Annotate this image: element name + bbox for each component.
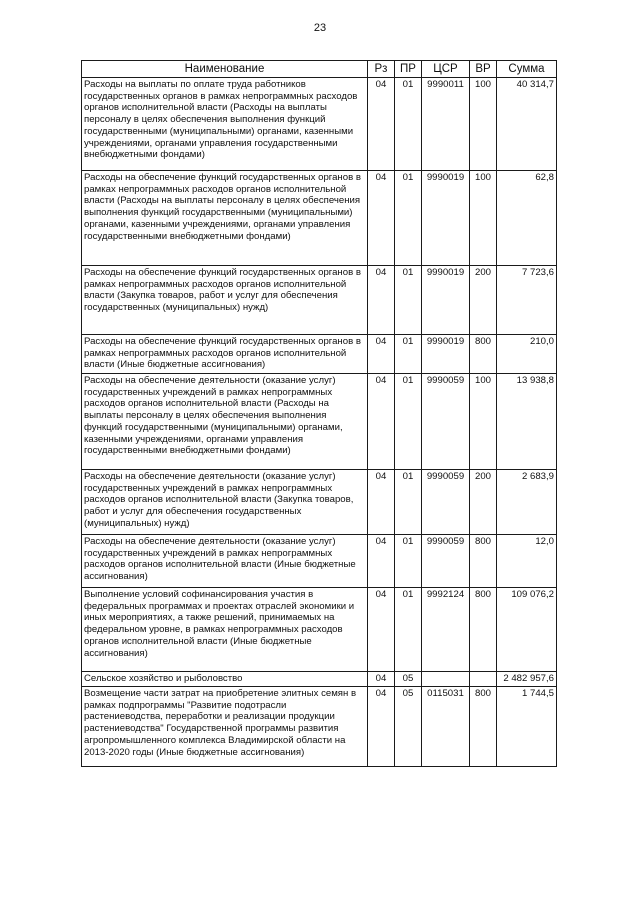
row-vr: 800 [470, 588, 497, 672]
table-row [82, 672, 557, 687]
row-csr: 9990059 [422, 374, 470, 470]
table-row [82, 588, 557, 672]
row-vr: 200 [470, 266, 497, 335]
row-rz: 04 [368, 78, 395, 171]
row-sum: 2 683,9 [497, 470, 557, 535]
table-row [82, 266, 557, 335]
row-rz: 04 [368, 266, 395, 335]
table-row [82, 374, 557, 470]
row-pr: 01 [395, 535, 422, 588]
table-row [82, 535, 557, 588]
row-pr: 05 [395, 687, 422, 767]
row-csr: 9990059 [422, 535, 470, 588]
row-csr: 9990019 [422, 171, 470, 266]
row-sum: 2 482 957,6 [497, 672, 557, 687]
header-csr: ЦСР [422, 61, 470, 78]
row-name: Расходы на обеспечение деятельности (оказание услуг) государственных учреждений в рамках непрограммных расходов органов исполнительной власти (Иные бюджетные ассигнования) [82, 535, 368, 588]
row-name: Расходы на обеспечение функций государственных органов в рамках непрограммных расходов органов исполнительной власти (Расходы на выплаты персоналу в целях обеспечения выполнения функций государственными (муниципальными) органами, казенными учреждениями, органами управления государственными внебюджетными фондами) [82, 171, 368, 266]
row-sum: 109 076,2 [497, 588, 557, 672]
row-pr: 05 [395, 672, 422, 687]
row-pr: 01 [395, 78, 422, 171]
row-csr: 9992124 [422, 588, 470, 672]
row-rz: 04 [368, 470, 395, 535]
row-rz: 04 [368, 588, 395, 672]
row-pr: 01 [395, 171, 422, 266]
row-name: Сельское хозяйство и рыболовство [82, 672, 368, 687]
row-name: Выполнение условий софинансирования участия в федеральных программах и проектах отраслей экономики и иных мероприятиях, а также решений, принимаемых на федеральном уровне, в рамках непрограммных расходов органов исполнительной власти (Иные бюджетные ассигнования) [82, 588, 368, 672]
row-name: Расходы на обеспечение функций государственных органов в рамках непрограммных расходов органов исполнительной власти (Закупка товаров, работ и услуг для обеспечения государственных (муниципальных) нужд) [82, 266, 368, 335]
row-sum: 40 314,7 [497, 78, 557, 171]
table-row [82, 171, 557, 266]
row-csr: 9990019 [422, 335, 470, 374]
row-pr: 01 [395, 588, 422, 672]
row-name: Расходы на обеспечение деятельности (оказание услуг) государственных учреждений в рамках непрограммных расходов органов исполнительной власти (Закупка товаров, работ и услуг для обеспечения государственных (муниципальных) нужд) [82, 470, 368, 535]
row-rz: 04 [368, 374, 395, 470]
row-rz: 04 [368, 535, 395, 588]
row-name: Расходы на обеспечение деятельности (оказание услуг) государственных учреждений в рамках непрограммных расходов органов исполнительной власти (Расходы на выплаты персоналу в целях обеспечения выполнения функций государственными (муниципальными) органами, казенными учреждениями, органами управления государственными внебюджетными фондами) [82, 374, 368, 470]
row-rz: 04 [368, 171, 395, 266]
row-vr: 800 [470, 687, 497, 767]
table-row [82, 470, 557, 535]
row-sum: 13 938,8 [497, 374, 557, 470]
row-pr: 01 [395, 374, 422, 470]
row-rz: 04 [368, 687, 395, 767]
row-csr: 9990011 [422, 78, 470, 171]
row-vr: 100 [470, 374, 497, 470]
header-pr: ПР [395, 61, 422, 78]
row-name: Возмещение части затрат на приобретение элитных семян в рамках подпрограммы "Развитие подотрасли растениеводства, переработки и реализации продукции растениеводства" Государственной программы развития агропромышленного комплекса Владимирской области на 2013-2020 годы (Иные бюджетные ассигнования) [82, 687, 368, 767]
row-vr: 100 [470, 171, 497, 266]
row-csr: 9990019 [422, 266, 470, 335]
row-pr: 01 [395, 266, 422, 335]
row-pr: 01 [395, 470, 422, 535]
header-rz: Рз [368, 61, 395, 78]
table-header-row [82, 61, 557, 78]
row-pr: 01 [395, 335, 422, 374]
page-number: 23 [313, 22, 327, 34]
table-row [82, 335, 557, 374]
row-csr [422, 672, 470, 687]
row-sum: 210,0 [497, 335, 557, 374]
row-rz: 04 [368, 672, 395, 687]
row-vr: 800 [470, 335, 497, 374]
row-vr [470, 672, 497, 687]
row-csr: 9990059 [422, 470, 470, 535]
table-row [82, 687, 557, 767]
row-rz: 04 [368, 335, 395, 374]
budget-table [81, 60, 557, 767]
row-sum: 1 744,5 [497, 687, 557, 767]
header-sum: Сумма [497, 61, 557, 78]
row-name: Расходы на обеспечение функций государственных органов в рамках непрограммных расходов органов исполнительной власти (Иные бюджетные ассигнования) [82, 335, 368, 374]
row-sum: 12,0 [497, 535, 557, 588]
row-vr: 800 [470, 535, 497, 588]
row-name: Расходы на выплаты по оплате труда работников государственных органов в рамках непрограммных расходов органов исполнительной власти (Расходы на выплаты персоналу в целях обеспечения выполнения функций государственными (муниципальными) органами, казенными учреждениями, органами управления государственными внебюджетными фондами) [82, 78, 368, 171]
row-sum: 62,8 [497, 171, 557, 266]
header-vr: ВР [470, 61, 497, 78]
row-csr: 0115031 [422, 687, 470, 767]
header-name: Наименование [82, 61, 368, 78]
row-sum: 7 723,6 [497, 266, 557, 335]
table-row [82, 78, 557, 171]
row-vr: 100 [470, 78, 497, 171]
row-vr: 200 [470, 470, 497, 535]
